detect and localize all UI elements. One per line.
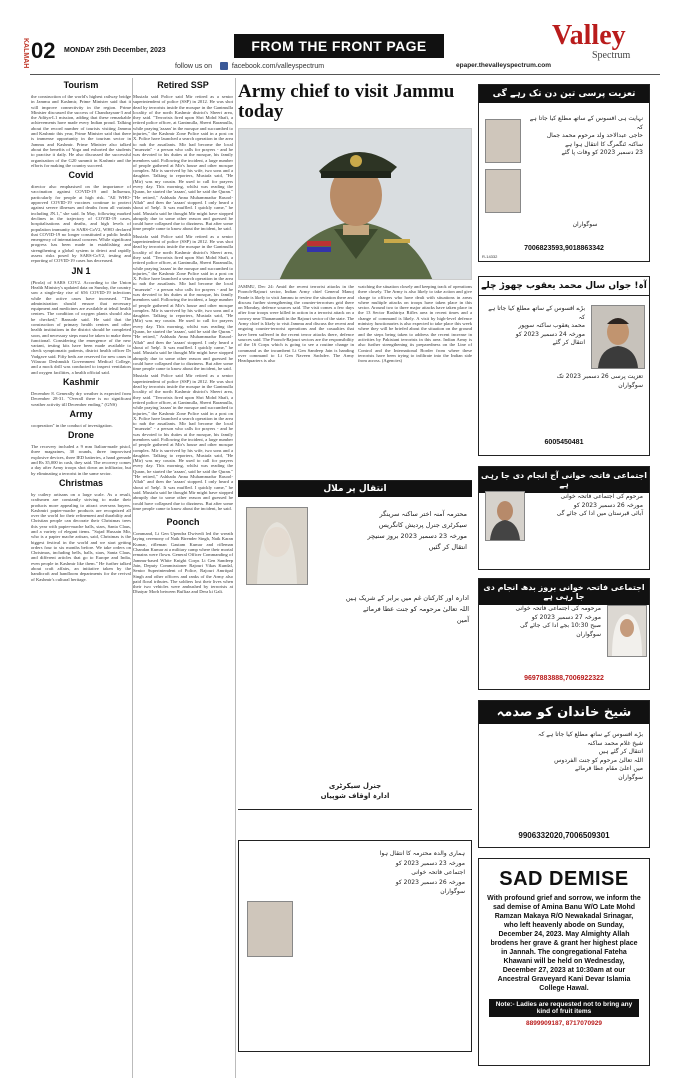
obituary-ad-2	[478, 276, 650, 456]
retired-ssp-text-2: Mustafa said Police said Mir retired as a senior superintendent of police (SSP) in 2012. He was shot dead by terrorists inside the mosque in the Gantmulla locality of the north Kashmir district's Sheeri area, they said. "Terrorists fired upon Shri Mohd Shafi, a retired police officer, at Gantmulla, Sheeri Baramulla, while praying 'azaan' in the mosque and succumbed to injuries," the Kashmir Zone Police said in a post on X. Police have launched a search operation in the area to nab the assailants. Mir had become the local "muezzin" - a person who calls for prayers - and he was devoted to his duties at the mosque, his family members said. Following the incident, a large number of people gathered at Mir's house and other mosque complex. Mir is survived by his wife, two sons and a daughter. Talking to reporters, Mustafa said, "He (Mir) was my cousin. He used to call for prayers every day. This morning, whilst was reading the Quran, he started the 'azaan', said he said the Quran." "He retired," Ashhada Anna Muhammadur Rasool-Allah" and then the 'azaan' stopped. I only heard a shout of 'help'. It was muffled. I quickly came," he said. Mustafa said he thought Mir might have stopped abruptly due to some other reason and guessed he could have collapsed due to dizziness. But after some time people came to know about the incident, he said.	[133, 233, 233, 372]
kashmir-text: December 8. Generally dry weather is expected from December 28-31. "Overall there is no significant weather activity till December ending." (GNS)	[31, 390, 131, 407]
facebook-icon	[220, 62, 228, 70]
follow-us: follow us on facebook.com/valleyspectrum	[175, 62, 325, 70]
ad-line: بڑے افسوس کے ساتھ مطلع کیا جاتا ہے کہ	[537, 731, 643, 738]
notice-line: انتقال کر گئیں	[428, 543, 467, 551]
portrait-photo	[607, 605, 647, 657]
notice-line: آمین	[456, 616, 469, 624]
headline: Army chief to visit Jammu today	[238, 81, 455, 122]
masthead	[0, 0, 680, 76]
logo-main: Valley	[552, 20, 626, 51]
notice-line: مورخہ 23 دسمبر 2023 بروز سنیچر	[367, 532, 467, 540]
portrait-photo	[247, 901, 293, 957]
ad-line: مورخہ 26 دسمبر 2023 کو	[573, 501, 643, 509]
ad-line: سوگواران	[572, 221, 598, 228]
ad-line: مورخہ 26 دسمبر 2023 کو	[395, 878, 465, 886]
heading-poonch: Poonch	[166, 517, 200, 528]
column-1	[31, 78, 131, 1078]
ad-line: مورخہ 24 دسمبر 2023 کو	[515, 330, 585, 338]
ad-line: آبائی قبرستان میں ادا کی جائے گی	[556, 510, 643, 517]
logo-sub: Spectrum	[592, 50, 631, 61]
ad-line: بڑے افسوس کے ساتھ مطلع کیا جاتا ہے کہ	[488, 305, 585, 321]
notice-line: سیکرٹری جنرل پردیش کانگریس	[378, 521, 467, 529]
ad-line: مورخہ 23 دسمبر 2023 کو	[395, 859, 465, 867]
ad-line: صبح 10:30 بجے ادا کی جائے گی	[519, 622, 601, 629]
army-text: cooperation" in the conduct of investigation.	[31, 422, 113, 428]
notice-line: محترمہ آمنہ اختر ساکنہ سرینگر	[379, 510, 467, 518]
ad-line: اجتماعی فاتحہ خوانی	[411, 869, 465, 876]
portrait-photo	[246, 507, 308, 585]
ad-line: 23 دسمبر 2023 کو وفات پا گئے	[561, 149, 643, 156]
retired-ssp-text: Mustafa said Police said Mir retired as a senior superintendent of police (SSP) in 2012. He was shot dead by terrorists inside the mosque in the Gantmulla locality of the north Kashmir district's Sheeri area, they said. "Terrorists fired upon Shri Mohd Shafi, a retired police officer, at Gantmulla, Sheeri Baramulla, while praying 'azaan' in the mosque and succumbed to injuries," the Kashmir Zone Police said in a post on X. Police have launched a search operation in the area to nab the assailants. Mir had become the local "muezzin" - a person who calls for prayers - and he was devoted to his duties at the mosque, his family members said. Following the incident, a large number of people gathered at Mir's house and other mosque complex. Mir is survived by his wife, two sons and a daughter. Talking to reporters, Mustafa said, "He (Mir) was my cousin. He used to call for prayers every day. This morning, whilst was reading the Quran, he started the 'azaan', said he said the Quran." "He retired," Ashhada Anna Muhammadur Rasool-Allah" and then the 'azaan' stopped. I only heard a shout of 'help'. It was muffled. I quickly came," he said. Mustafa said he thought Mir might have stopped abruptly due to some other reason and guessed he could have collapsed due to dizziness. But after some time people came to know about the incident, he said.	[133, 94, 233, 232]
notice-signature: جنرل سیکرٹری ادارہ اوقاف شوپیاں	[320, 782, 390, 800]
ad-title: آہ! جواں سال محمد یعقوب چھوڑ چلے	[479, 277, 649, 296]
portrait-photo	[485, 169, 521, 213]
notice-line: اللہ تعالیٰ مرحومہ کو جنت عطا فرمائے	[363, 605, 469, 613]
ad-title: اجتماعی فاتحہ خوانی بروز بدھ انجام دی جا رہی ہے	[479, 579, 649, 605]
section-banner: FROM THE FRONT PAGE	[234, 34, 444, 58]
heading-covid: Covid	[68, 170, 94, 181]
heading-christmas: Christmas	[58, 477, 103, 488]
portrait-photo	[485, 119, 521, 163]
story-text-a: JAMMU, Dec 24: Amid the recent terrorist attacks in the Poonch-Rajouri sector, Indian Army chief General Manoj Pande is likely to visit Jammu to review the situation there and discuss further strengthening the counter-terrorism grid there on Monday, defence sources said. The visit comes a few days after four troops were killed in action in a terrorist attack on a convoy near Thanamandi in the Rajouri sector of the state. The Army chief is likely to visit Jammu and discuss the recent and ongoing counter-terrorist operations and the casualties that have been suffered in the recent terror attacks there, defence sources said. The Poonch-Rajouri sectors are the responsibility of the 16 Corps which is going to see a routine change in command as the incumbent Lt Gen Sandeep Jain is handing over command to Lt Gen Naveen Sachdev. The Army Headquarters is also	[238, 284, 354, 364]
portrait-photo	[485, 491, 525, 541]
portrait-photo	[591, 305, 645, 369]
ad-phone: 9906332020,7006509301	[518, 831, 610, 840]
story-column-b	[358, 284, 472, 365]
top-rule	[30, 74, 660, 75]
heading-kashmir: Kashmir	[62, 376, 99, 387]
ad-line: محمد یعقوب ساکنہ سوپور	[518, 322, 585, 329]
page-label: KALMAH	[22, 38, 29, 69]
ad-phone: 9697883888,7006922322	[524, 675, 604, 682]
ad-line: سوگواران	[618, 381, 643, 389]
column-divider	[235, 78, 236, 1078]
ad-phone: 7006823593,9018863342	[524, 245, 604, 252]
ad-line: ہماری والدہ محترمہ کا انتقال ہوا	[379, 850, 465, 857]
sad-demise-title: SAD DEMISE	[499, 868, 629, 890]
page-number: KALMAH02	[22, 38, 56, 69]
date-line	[64, 47, 166, 54]
ad-line: مرحوم کی اجتماعی فاتحہ خوانی	[560, 493, 643, 500]
obituary-ad-5	[478, 700, 650, 848]
obituary-ad-4	[478, 578, 650, 690]
heading-retired-ssp: Retired SSP	[157, 80, 209, 90]
story-column-a	[238, 284, 354, 365]
ad-line: مورخہ 27 دسمبر 2023 کو	[531, 613, 601, 621]
ad-line: ساکنہ ٹنگمرگ کا انتقال ہوا ہے	[565, 140, 643, 148]
day: MONDAY	[64, 47, 95, 54]
ad-line: میں اعلیٰ مقام عطا فرمائے	[575, 765, 643, 772]
ad-line: سوگواران	[618, 773, 643, 781]
ad-title: تعزیت پرسی تین دن تک رہے گی	[479, 85, 649, 103]
jn1-text: (Pirola) of SARS COV2. According to the Union Health Ministry's updated data on Sunday, the country saw a single-day rise of 656 COVID-19 infections while the active cases have increased. "The administration should ensure that necessary equipment and medicines are available at tehsil health centres. The condition of oxygen plants should also be checked," Bansode said. He said that the construction of primary health centres and other health institutions in the district should be completed soon, and necessary steps must be taken to make them functional. Considering the emergence of the new variant, testing kits have been made available to check symptomatic patients, district health officer Dr Vadgave said. Fifty beds are reserved for new cases in Vilasrao Deshmukh Government Medical College, and a mock drill was conducted to inspect ventilators and oxygen facilities, a health official said.	[31, 279, 131, 375]
sad-demise-note: Note:- Ladies are requested not to bring any kind of fruit items	[489, 999, 639, 1017]
heading-drone: Drone	[67, 430, 94, 441]
ad-title: اجتماعی فاتحہ خوانی آج انجام دی جا رہی ہے	[479, 467, 649, 493]
heading-jn1: JN 1	[71, 265, 91, 276]
epaper-link[interactable]: epaper.thevalleyspectrum.com	[456, 62, 552, 69]
urdu-notice	[238, 480, 472, 810]
ad-line: انتقال کر گئے	[552, 339, 585, 346]
ad-line: اللہ تعالیٰ مرحوم کو جنت الفردوس	[554, 756, 643, 764]
ad-phone: 6005450481	[544, 439, 584, 446]
ad-line: مرحومہ کی اجتماعی فاتحہ خوانی	[515, 605, 601, 612]
ad-line: سوگواران	[576, 630, 601, 638]
heading-tourism: Tourism	[63, 80, 99, 90]
notice-banner: انتقال پر ملال	[238, 481, 472, 497]
ad-line: شیخ غلام محمد ساکنہ	[587, 739, 643, 747]
ad-line: سوگواران	[440, 888, 465, 895]
obituary-ad-3	[478, 466, 650, 570]
ad-line: نہایت ہی افسوس کے ساتھ مطلع کیا جاتا ہے کہ	[529, 115, 643, 131]
ad-line: تعزیت پرسی 26 دسمبر 2023 تک	[556, 373, 643, 380]
poonch-text: Command, Lt Gen Upendra Dwivedi led the wreath laying ceremony of Naik Birender Singh, Naik Karan Kumar, rifleman Gautam Kumar and rifleman Chandan Kumar at a military camp where their mortal remains were flown. General Officer Commanding of Jammu-based White Knight Corps Lt Gen Sandeep Jain, Deputy Commissioner Rajouri Vikas Kundal, Senior Superintendent of Police, Rajouri Amritpal Singh and other officers and ranks of the Army also paid floral tributes. The soldiers lost their lives when their two vehicles were ambushed by terrorists at Dhatyar Morh between Bufliaz and Dera ki Gali.	[133, 531, 233, 595]
army-chief-photo	[238, 128, 472, 280]
sad-demise-body: With profound grief and sorrow, we inform the sad demise of Amina Banu W/O Late Mohd Ramzan Makaya R/O Newakadal Srinagar, who left heavenly abode on Sunday, December 24, 2023. May Almighty Allah brodens her grave & grant her highest place in Jannah. The congregational Fateha Khawani will be held on Wednesday, December 27, 2023 at 10:30am at our Ancestral Graveyard Kani Devar Islamia College Hawal.	[487, 895, 641, 992]
sad-demise-ad	[478, 858, 650, 1066]
obituary-ad-wide	[238, 840, 472, 1052]
tourism-text: the construction of the world's highest railway bridge in Jammu and Kashmir, Prime Minister said that it will improve connectivity in the region. Prime Minister discussed the success of Chandrayaan-3 and the Aditya-L1 mission, adding that these remarkable achievements have made every Indian proud. Talking about the record number of tourists visiting Jammu and Kashmir this year, Prime Minister said that there is immense opportunity in the tourism sector in Jammu and Kashmir. Prime Minister also talked about the benefits of Yoga and exhorted the students to practise it daily. He also discussed the successful organisation of the G20 summit in Kashmir and the efforts for making the country succeed.	[31, 94, 131, 168]
logo	[552, 22, 662, 72]
facebook-link[interactable]: facebook.com/valleyspectrum	[231, 62, 325, 70]
column-2	[133, 78, 233, 1078]
ad-line: حاجی عبدالاحد ولد مرحوم محمد جمال	[546, 132, 643, 139]
retired-ssp-text-3: Mustafa said Police said Mir retired as a senior superintendent of police (SSP) in 2012. He was shot dead by terrorists inside the mosque in the Gantmulla locality of the north Kashmir district's Sheeri area, they said. "Terrorists fired upon Shri Mohd Shafi, a retired police officer, at Gantmulla, Sheeri Baramulla, while praying 'azaan' in the mosque and succumbed to injuries," the Kashmir Zone Police said in a post on X. Police have launched a search operation in the area to nab the assailants. Mir had become the local "muezzin" - a person who calls for prayers - and he was devoted to his duties at the mosque, his family members said. Following the incident, a large number of people gathered at Mir's house and other mosque complex. Mir is survived by his wife, two sons and a daughter. Talking to reporters, Mustafa said, "He (Mir) was my cousin. He used to call for prayers every day. This morning, whilst was reading the Quran, he started the 'azaan', said he said the Quran." "He retired," Ashhada Anna Muhammadur Rasool-Allah" and then the 'azaan' stopped. I only heard a shout of 'help'. It was muffled. I quickly came," he said. Mustafa said he thought Mir might have stopped abruptly due to some other reason and guessed he could have collapsed due to dizziness. But after some time people came to know about the incident, he said.	[133, 373, 233, 511]
ad-code: R-14332	[482, 254, 498, 259]
heading-army: Army	[69, 408, 93, 419]
covid-text: director also emphasised on the importance of vaccination against COVID-19 and Influenza, particularly for people at high risk. "All WHO-approved COVID-19 vaccines continue to protect against severe illnesses and deaths from all variants including JN.1," she said. In May, following marked declines in the trajectory of COVID-19 cases, hospitalisations and deaths, and high levels of population immunity to SARS-CoV2, WHO declared that COVID-19 no longer constituted a public health emergency of international concern. While significant progress has been made in establishing and strengthening a global system to detect and rapidly assess risks posed by SARS-CoV2, testing and reporting of COVID-19 cases has decreased.	[31, 184, 131, 264]
obituary-ad-1	[478, 84, 650, 262]
ad-title: شیخ خاندان کو صدمہ	[479, 701, 649, 724]
christmas-text: by cutlery artisans on a large scale. As a result, craftsmen are constantly striving to make their products more appealing to attract overseas buyers. Kashmiri papier-mache products are recognized all over the world for their refinement and durability and Christian people can decorate their Christmas trees this year with papier-mache balls, stars, Santa Claus, and a variety of elegant items. "Sajad Hussain Mir, who is a papier mache artisan, said, Christmas is the biggest festival in the world and we start getting orders four to six months before. We take orders on Christmas, including bells, balls, stars, Santa Claus, and different articles that go to Europe and India, even people in Kashmir like them." He further talked about craft affairs, an initiative taken by the handicraft and handloom departments for the revival of Kashmir's cultural heritage.	[31, 491, 131, 582]
date: 25th December, 2023	[96, 47, 166, 54]
sad-demise-phone: 8899909187, 8717070929	[526, 1020, 602, 1027]
notice-line: ادارہ اور کارکنان غم میں برابر کے شریک ہیں	[345, 594, 469, 602]
ad-line: انتقال کر گئے ہیں	[598, 748, 643, 755]
drone-text: The recovery included a 9 mm Italian-made pistol, three magazines, 30 rounds, three improvised explosive devices, three IED batteries, a hand grenade and Rs 35,000 in cash, they said. The recovery comes a day after Army troops shot down an infiltrator, but by eliminating a terrorist in the same sector.	[31, 444, 131, 476]
story-text-b: watching the situation closely and keeping track of operations there closely. The Army is also likely to take action and give charge to officers who have dealt with situations in areas where multiple attacks on troops have taken place in this sector. Around two to three major attacks have taken place in the 13 Sector Rashtriya Rifles area in recent times and a change of command is likely. A visit by high-level defence ministry functionaries is also expected to take place this week where they will be briefed about the situation on the ground and the steps being taken to address the recent increase in activities by Pakistani terrorists in this area. Indian Army is also further strengthening its preparedness on the Line of Control and the International Border from where these terrorists have been trying to infiltrate into the Indian side from across. (Agencies)	[358, 284, 472, 364]
